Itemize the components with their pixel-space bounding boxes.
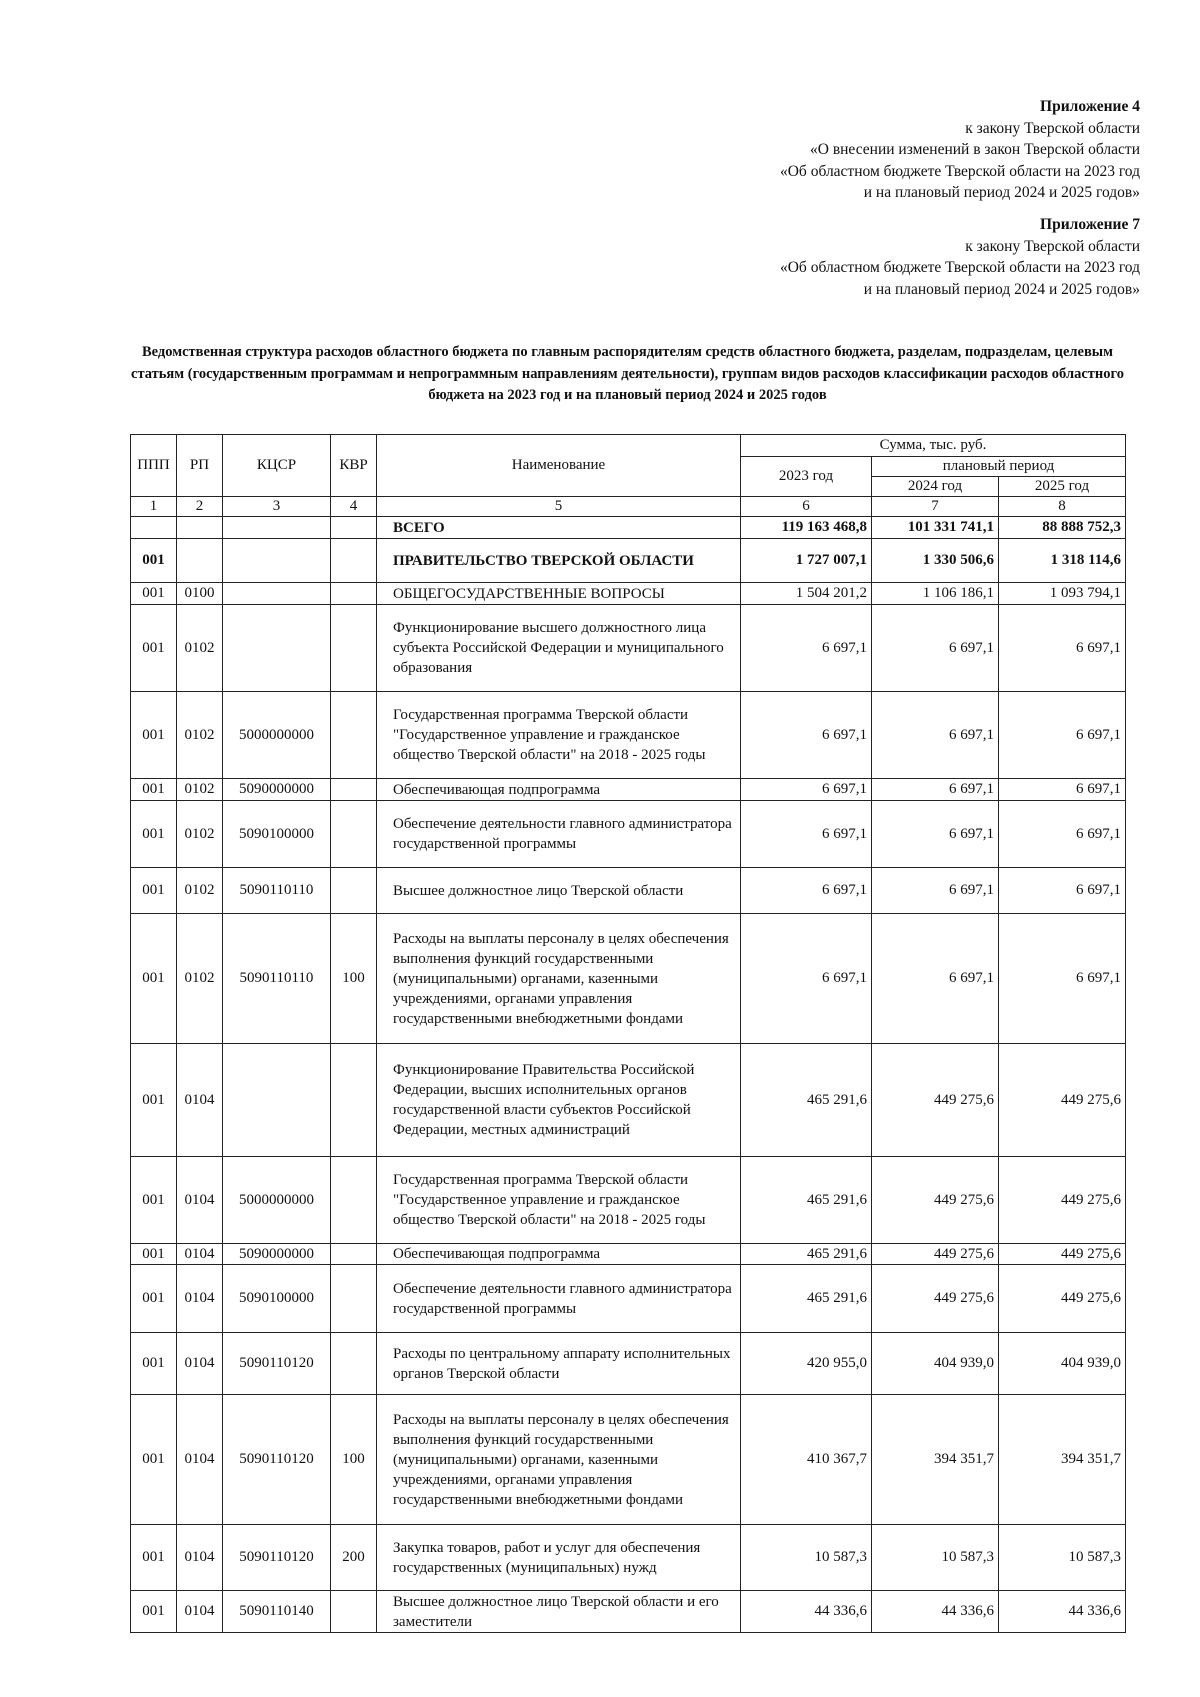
cell-2023: 465 291,6 (741, 1265, 872, 1333)
cell-rp: 0102 (177, 779, 223, 801)
header-name: Наименование (377, 435, 741, 497)
cell-kcsr: 5090110120 (223, 1525, 331, 1591)
cell-2025: 6 697,1 (999, 914, 1126, 1044)
table-row (131, 914, 1126, 1044)
cell-ppp: 001 (131, 1044, 177, 1157)
cell-kcsr: 5090100000 (223, 1265, 331, 1333)
cell-name: ОБЩЕГОСУДАРСТВЕННЫЕ ВОПРОСЫ (377, 583, 741, 605)
cell-ppp: 001 (131, 801, 177, 868)
table-row (131, 1244, 1126, 1265)
cell-2023: 6 697,1 (741, 801, 872, 868)
cell-ppp: 001 (131, 1244, 177, 1265)
table-row (131, 605, 1126, 692)
cell-name: Расходы на выплаты персоналу в целях обеспечения выполнения функций государственными (муниципальными) органами, казенными учреждениями, органами управления государственными внебюджетными фондами (377, 1395, 741, 1525)
cell-2024: 6 697,1 (872, 868, 999, 914)
cell-2025: 6 697,1 (999, 779, 1126, 801)
table-row (131, 1591, 1126, 1633)
cell-name: Высшее должностное лицо Тверской области и его заместители (377, 1591, 741, 1633)
cell-kcsr: 5090000000 (223, 779, 331, 801)
appendix-7-line: к закону Тверской области (965, 237, 1140, 255)
table-row (131, 1044, 1126, 1157)
cell-2025: 394 351,7 (999, 1395, 1126, 1525)
cell-kvr (331, 779, 377, 801)
cell-2023: 6 697,1 (741, 868, 872, 914)
cell-name: Государственная программа Тверской области "Государственное управление и гражданское общество Тверской области" на 2018 - 2025 годы (377, 1157, 741, 1244)
cell-kvr (331, 605, 377, 692)
header-planned-period: плановый период (872, 457, 1126, 477)
cell-2025: 1 093 794,1 (999, 583, 1126, 605)
column-number: 4 (331, 497, 377, 517)
table-row (131, 1333, 1126, 1395)
cell-kcsr: 5000000000 (223, 1157, 331, 1244)
cell-rp: 0104 (177, 1525, 223, 1591)
cell-name: Закупка товаров, работ и услуг для обеспечения государственных (муниципальных) нужд (377, 1525, 741, 1591)
header-sum: Сумма, тыс. руб. (741, 435, 1126, 457)
header-rp: РП (177, 435, 223, 497)
cell-kvr (331, 868, 377, 914)
cell-2025: 449 275,6 (999, 1044, 1126, 1157)
cell-rp: 0100 (177, 583, 223, 605)
cell-ppp: 001 (131, 1265, 177, 1333)
cell-2024: 449 275,6 (872, 1157, 999, 1244)
header-kvr: КВР (331, 435, 377, 497)
cell-2025: 6 697,1 (999, 692, 1126, 779)
cell-2025: 449 275,6 (999, 1265, 1126, 1333)
cell-rp: 0104 (177, 1591, 223, 1633)
appendix-7-line: «Об областном бюджете Тверской области на 2023 год (779, 259, 1140, 276)
cell-2025: 44 336,6 (999, 1591, 1126, 1633)
cell-2024: 6 697,1 (872, 914, 999, 1044)
table-row (131, 517, 1126, 539)
cell-2025: 449 275,6 (999, 1157, 1126, 1244)
cell-kvr (331, 583, 377, 605)
cell-2024: 449 275,6 (872, 1244, 999, 1265)
cell-2023: 44 336,6 (741, 1591, 872, 1633)
table-row (131, 1265, 1126, 1333)
cell-2025: 1 318 114,6 (999, 539, 1126, 583)
cell-name: Обеспечивающая подпрограмма (377, 779, 741, 801)
header-2024: 2024 год (872, 477, 999, 497)
cell-rp: 0104 (177, 1333, 223, 1395)
cell-name: Функционирование Правительства Российской Федерации, высших исполнительных органов государственной власти субъектов Российской Федерации, местных администраций (377, 1044, 741, 1157)
header-2025: 2025 год (999, 477, 1126, 497)
cell-ppp: 001 (131, 539, 177, 583)
cell-kcsr: 5090000000 (223, 1244, 331, 1265)
cell-2025: 10 587,3 (999, 1525, 1126, 1591)
cell-kvr: 100 (331, 1395, 377, 1525)
cell-2024: 101 331 741,1 (872, 517, 999, 539)
cell-2025: 6 697,1 (999, 605, 1126, 692)
table-row (131, 583, 1126, 605)
cell-2025: 88 888 752,3 (999, 517, 1126, 539)
column-number: 5 (377, 497, 741, 517)
table-row (131, 1395, 1126, 1525)
cell-kcsr: 5090110120 (223, 1395, 331, 1525)
table-row (131, 801, 1126, 868)
cell-2023: 1 504 201,2 (741, 583, 872, 605)
cell-kcsr: 5090110140 (223, 1591, 331, 1633)
cell-ppp: 001 (131, 1395, 177, 1525)
appendix-7-header (520, 214, 1140, 300)
column-number: 3 (223, 497, 331, 517)
cell-name: ВСЕГО (377, 517, 741, 539)
cell-ppp: 001 (131, 1525, 177, 1591)
cell-rp: 0104 (177, 1044, 223, 1157)
document-title: Ведомственная структура расходов областного бюджета по главным распорядителям средств областного бюджета, разделам, подразделам, целевым статьям (государственным программам и непрограммным направлениям деятельности), группам видов расходов классификации расходов областного бюджета на 2023 год и на плановый период 2024 и 2025 годов (131, 344, 1124, 403)
budget-table (130, 434, 1126, 1633)
cell-2025: 404 939,0 (999, 1333, 1126, 1395)
cell-kcsr (223, 517, 331, 539)
cell-kcsr: 5090110120 (223, 1333, 331, 1395)
appendix-4-header (520, 96, 1140, 204)
cell-kcsr: 5090110110 (223, 868, 331, 914)
appendix-4-title: Приложение 4 (1040, 98, 1140, 115)
cell-ppp: 001 (131, 692, 177, 779)
cell-2023: 465 291,6 (741, 1244, 872, 1265)
cell-kcsr: 5090110110 (223, 914, 331, 1044)
appendix-4-line: «О внесении изменений в закон Тверской области (810, 141, 1140, 158)
cell-name: ПРАВИТЕЛЬСТВО ТВЕРСКОЙ ОБЛАСТИ (377, 539, 741, 583)
cell-ppp: 001 (131, 1157, 177, 1244)
cell-kvr (331, 1265, 377, 1333)
cell-2024: 6 697,1 (872, 801, 999, 868)
cell-name: Обеспечивающая подпрограмма (377, 1244, 741, 1265)
column-number: 1 (131, 497, 177, 517)
cell-kvr: 200 (331, 1525, 377, 1591)
cell-name: Функционирование высшего должностного лица субъекта Российской Федерации и муниципального образования (377, 605, 741, 692)
cell-2024: 1 330 506,6 (872, 539, 999, 583)
cell-rp (177, 517, 223, 539)
table-row (131, 539, 1126, 583)
cell-rp: 0102 (177, 605, 223, 692)
cell-2024: 10 587,3 (872, 1525, 999, 1591)
cell-2024: 6 697,1 (872, 692, 999, 779)
cell-kcsr: 5000000000 (223, 692, 331, 779)
cell-rp: 0104 (177, 1244, 223, 1265)
cell-ppp: 001 (131, 868, 177, 914)
cell-kvr (331, 1244, 377, 1265)
appendix-7-title: Приложение 7 (1040, 216, 1140, 233)
table-row (131, 692, 1126, 779)
cell-2023: 465 291,6 (741, 1157, 872, 1244)
cell-2024: 394 351,7 (872, 1395, 999, 1525)
cell-2025: 449 275,6 (999, 1244, 1126, 1265)
cell-2023: 6 697,1 (741, 779, 872, 801)
cell-rp (177, 539, 223, 583)
column-number: 6 (741, 497, 872, 517)
cell-kvr (331, 1591, 377, 1633)
cell-ppp (131, 517, 177, 539)
column-number: 2 (177, 497, 223, 517)
cell-kcsr: 5090100000 (223, 801, 331, 868)
cell-kvr (331, 692, 377, 779)
cell-ppp: 001 (131, 1591, 177, 1633)
table-row (131, 868, 1126, 914)
cell-kcsr (223, 1044, 331, 1157)
cell-2024: 404 939,0 (872, 1333, 999, 1395)
cell-2025: 6 697,1 (999, 801, 1126, 868)
cell-rp: 0102 (177, 868, 223, 914)
cell-rp: 0104 (177, 1265, 223, 1333)
cell-kvr: 100 (331, 914, 377, 1044)
cell-2024: 449 275,6 (872, 1044, 999, 1157)
cell-2023: 420 955,0 (741, 1333, 872, 1395)
cell-2024: 6 697,1 (872, 605, 999, 692)
header-ppp: ППП (131, 435, 177, 497)
cell-rp: 0104 (177, 1157, 223, 1244)
cell-name: Расходы на выплаты персоналу в целях обеспечения выполнения функций государственными (муниципальными) органами, казенными учреждениями, органами управления государственными внебюджетными фондами (377, 914, 741, 1044)
cell-kvr (331, 517, 377, 539)
cell-kcsr (223, 583, 331, 605)
cell-ppp: 001 (131, 1333, 177, 1395)
cell-ppp: 001 (131, 583, 177, 605)
cell-2023: 6 697,1 (741, 914, 872, 1044)
column-numbers-row (131, 497, 1126, 517)
budget-table-body (131, 517, 1126, 1633)
cell-2023: 6 697,1 (741, 692, 872, 779)
cell-kcsr (223, 539, 331, 583)
cell-kvr (331, 539, 377, 583)
cell-kvr (331, 1157, 377, 1244)
cell-name: Обеспечение деятельности главного администратора государственной программы (377, 801, 741, 868)
cell-2023: 10 587,3 (741, 1525, 872, 1591)
header-2023: 2023 год (741, 457, 872, 497)
appendix-7-line: и на плановый период 2024 и 2025 годов» (863, 280, 1140, 298)
cell-2023: 6 697,1 (741, 605, 872, 692)
cell-ppp: 001 (131, 914, 177, 1044)
appendix-4-line: к закону Тверской области (965, 119, 1140, 137)
column-number: 8 (999, 497, 1126, 517)
cell-rp: 0102 (177, 801, 223, 868)
cell-rp: 0104 (177, 1395, 223, 1525)
cell-2024: 449 275,6 (872, 1265, 999, 1333)
column-number: 7 (872, 497, 999, 517)
appendix-4-line: «Об областном бюджете Тверской области на 2023 год (779, 162, 1140, 180)
table-row (131, 779, 1126, 801)
cell-2023: 119 163 468,8 (741, 517, 872, 539)
cell-name: Государственная программа Тверской области "Государственное управление и гражданское общество Тверской области" на 2018 - 2025 годы (377, 692, 741, 779)
table-row (131, 1525, 1126, 1591)
cell-2024: 1 106 186,1 (872, 583, 999, 605)
cell-name: Обеспечение деятельности главного администратора государственной программы (377, 1265, 741, 1333)
cell-name: Расходы по центральному аппарату исполнительных органов Тверской области (377, 1333, 741, 1395)
cell-kcsr (223, 605, 331, 692)
appendix-4-line: и на плановый период 2024 и 2025 годов» (863, 184, 1140, 201)
cell-ppp: 001 (131, 779, 177, 801)
cell-ppp: 001 (131, 605, 177, 692)
cell-kvr (331, 1333, 377, 1395)
table-row (131, 1157, 1126, 1244)
cell-kvr (331, 1044, 377, 1157)
cell-rp: 0102 (177, 692, 223, 779)
cell-2024: 6 697,1 (872, 779, 999, 801)
header-kcsr: КЦСР (223, 435, 331, 497)
cell-2023: 1 727 007,1 (741, 539, 872, 583)
cell-kvr (331, 801, 377, 868)
cell-2023: 465 291,6 (741, 1044, 872, 1157)
cell-name: Высшее должностное лицо Тверской области (377, 868, 741, 914)
cell-2023: 410 367,7 (741, 1395, 872, 1525)
cell-2025: 6 697,1 (999, 868, 1126, 914)
cell-rp: 0102 (177, 914, 223, 1044)
cell-2024: 44 336,6 (872, 1591, 999, 1633)
